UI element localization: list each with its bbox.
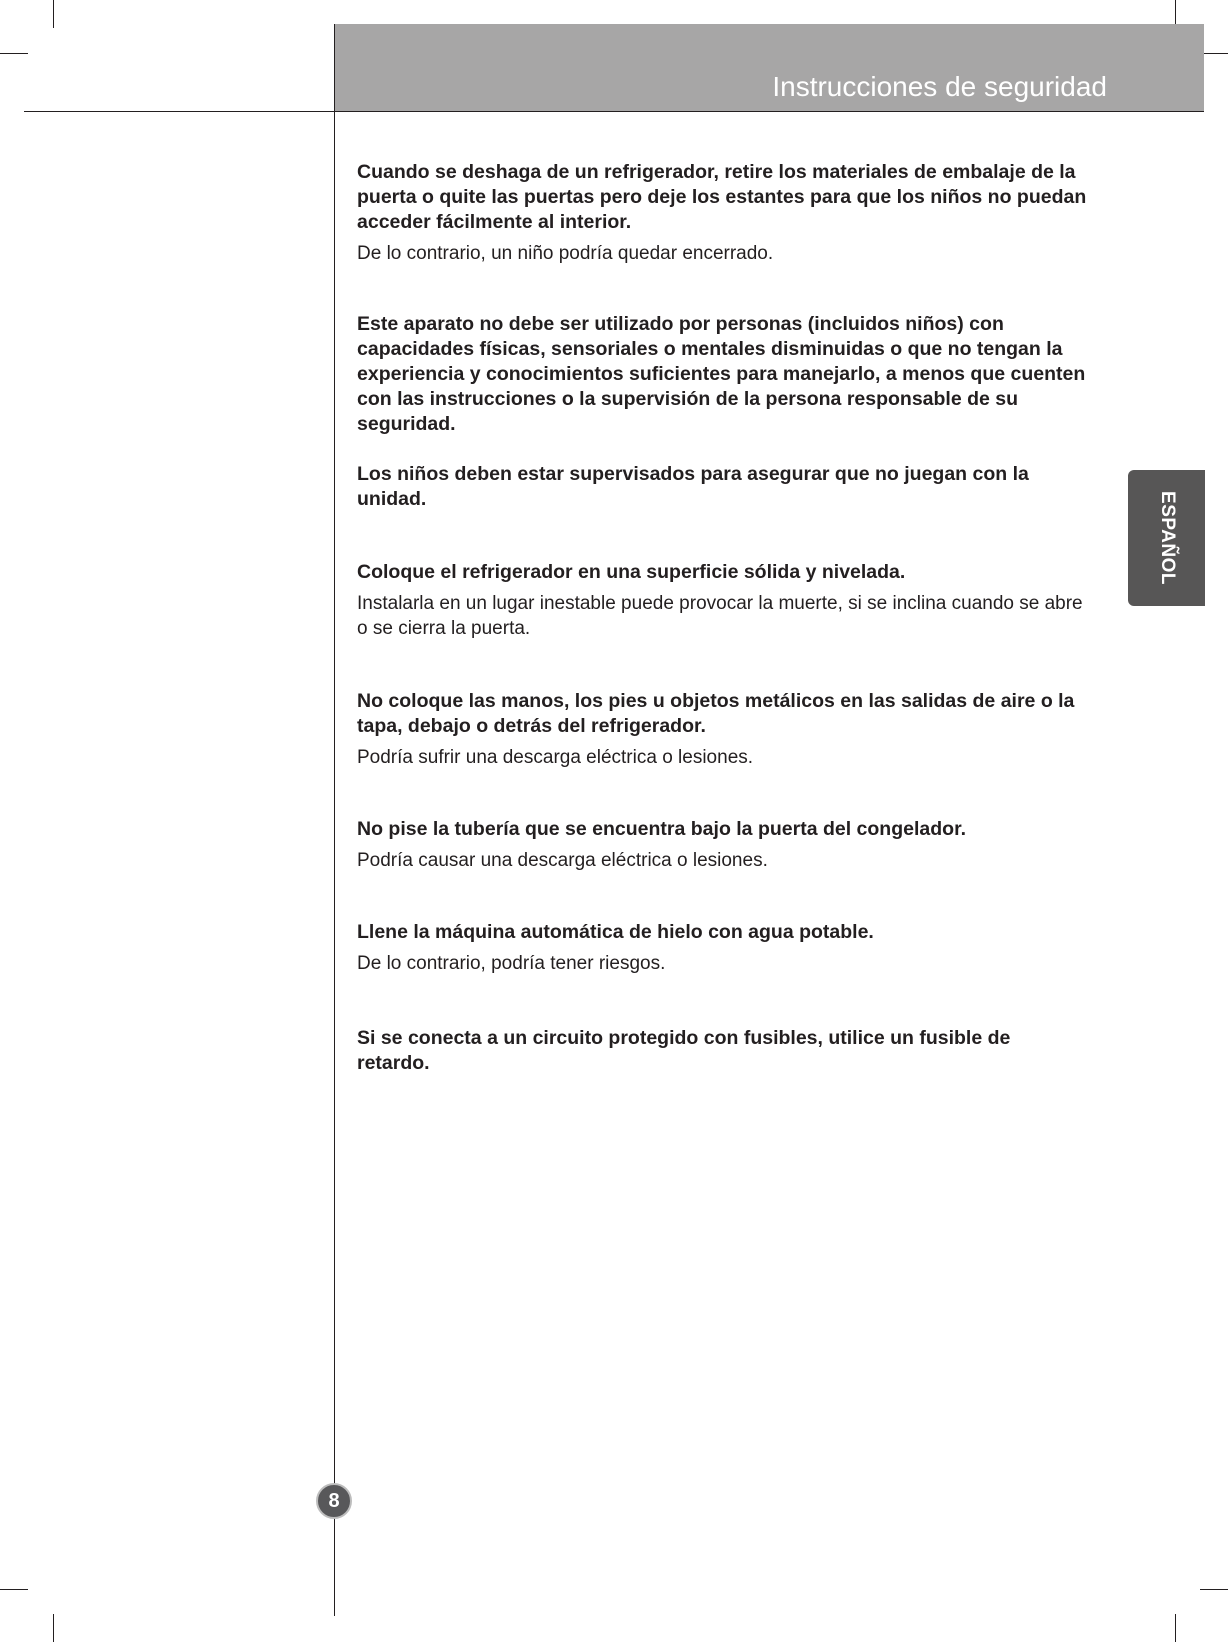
crop-mark xyxy=(0,53,28,54)
crop-mark xyxy=(53,1614,54,1642)
crop-mark xyxy=(1200,1589,1228,1590)
safety-content xyxy=(357,160,1087,1076)
crop-mark xyxy=(1175,1614,1176,1642)
safety-body: Instalarla en un lugar inestable puede provocar la muerte, si se inclina cuando se abre o se cierra la puerta. xyxy=(357,593,1083,639)
safety-heading: Los niños deben estar supervisados para asegurar que no juegan con la unidad. xyxy=(357,463,1029,510)
safety-body: Podría sufrir una descarga eléctrica o lesiones. xyxy=(357,747,754,768)
page-number: 8 xyxy=(316,1483,352,1519)
safety-item xyxy=(357,920,1087,976)
header-rule xyxy=(24,111,1204,112)
safety-body: Podría causar una descarga eléctrica o lesiones. xyxy=(357,850,768,871)
safety-heading: Este aparato no debe ser utilizado por personas (incluidos niños) con capacidades físicas, sensoriales o mentales disminuidas o que no tengan la experiencia y conocimientos suficientes para manejarlo, a menos que cuenten con las instrucciones o la supervisión de la persona responsable de su seguridad. xyxy=(357,313,1086,435)
page-title: Instrucciones de seguridad xyxy=(772,71,1107,102)
safety-heading: Coloque el refrigerador en una superficie sólida y nivelada. xyxy=(357,561,906,583)
crop-mark xyxy=(1200,53,1228,54)
safety-heading: No pise la tubería que se encuentra bajo la puerta del congelador. xyxy=(357,818,966,840)
safety-item xyxy=(357,817,1087,873)
language-label: ESPAÑOL xyxy=(1156,491,1178,585)
crop-mark xyxy=(53,0,54,28)
safety-item xyxy=(357,312,1087,512)
safety-item xyxy=(357,1026,1087,1076)
safety-item xyxy=(357,560,1087,641)
safety-heading: Si se conecta a un circuito protegido con fusibles, utilice un fusible de retardo. xyxy=(357,1027,1011,1074)
safety-heading: Cuando se deshaga de un refrigerador, retire los materiales de embalaje de la puerta o quite las puertas pero deje los estantes para que los niños no puedan acceder fácilmente al interior. xyxy=(357,161,1087,233)
safety-heading: No coloque las manos, los pies u objetos metálicos en las salidas de aire o la tapa, debajo o detrás del refrigerador. xyxy=(357,690,1075,737)
safety-item xyxy=(357,160,1087,266)
safety-heading: Llene la máquina automática de hielo con agua potable. xyxy=(357,921,874,943)
crop-mark xyxy=(0,1589,28,1590)
language-tab xyxy=(1128,470,1205,606)
safety-body: De lo contrario, podría tener riesgos. xyxy=(357,953,666,974)
safety-body: De lo contrario, un niño podría quedar encerrado. xyxy=(357,243,774,264)
safety-item xyxy=(357,689,1087,770)
margin-rule xyxy=(334,24,335,1616)
